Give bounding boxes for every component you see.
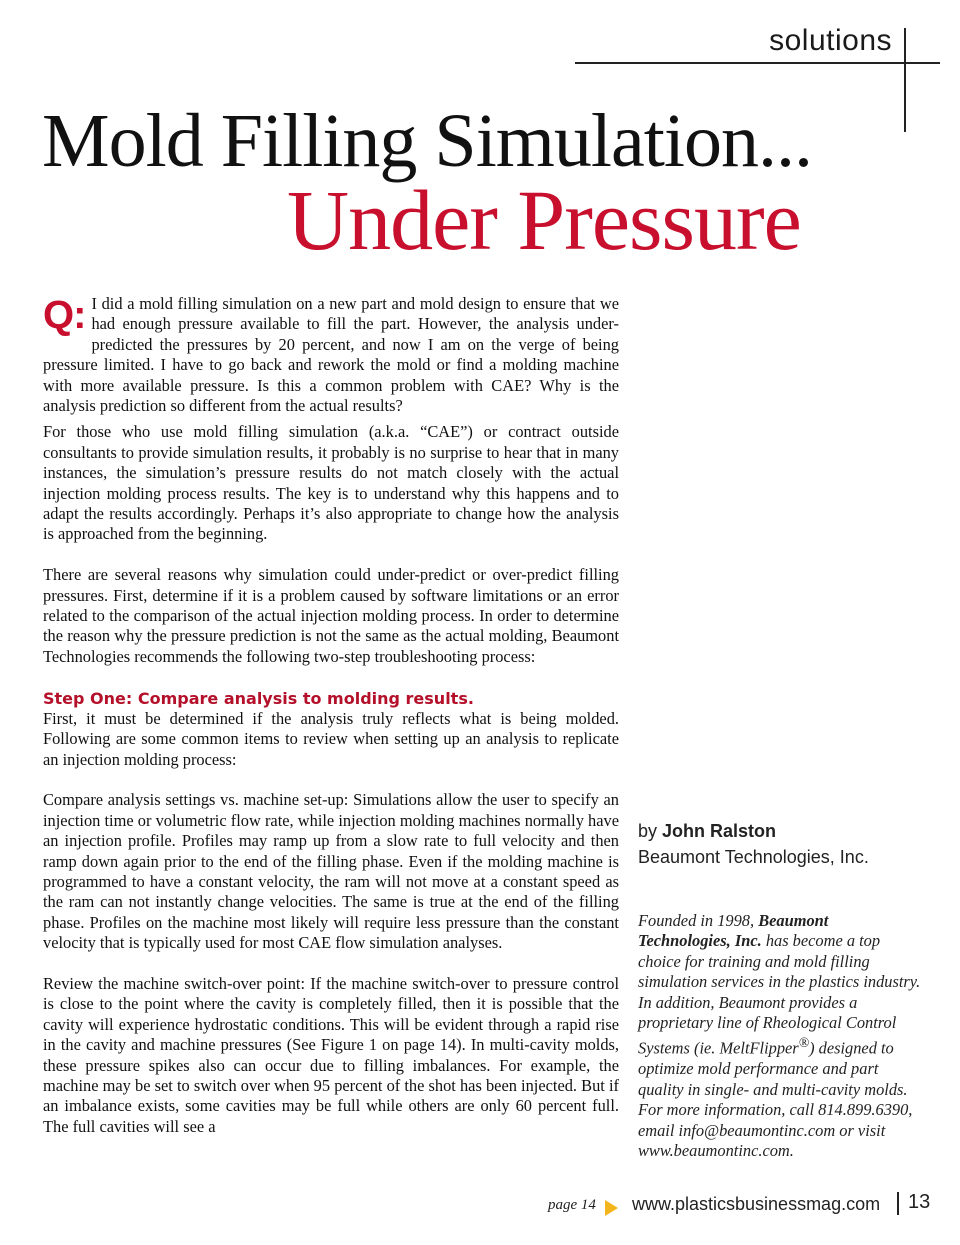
header-rule-horizontal [575, 62, 940, 64]
byline-author-line [638, 818, 928, 844]
step-paragraph-1: First, it must be determined if the analysis truly reflects what is being molded. Following are some common items to review when setting up an analysis to replicate an injection molding process: [43, 708, 619, 769]
byline-author: John Ralston [662, 821, 777, 841]
q-label: Q: [43, 293, 86, 337]
byline [638, 818, 928, 870]
title-line-2: Under Pressure [287, 172, 801, 268]
continued-page-ref: page 14 [548, 1197, 596, 1213]
question-text: I did a mold filling simulation on a new part and mold design to ensure that we had enough pressure available to fill the part. However, the analysis under-predicted the pressures by 20 percent, and now I am on the verge of being pressure limited. I have to go back and rework the mold or find a molding machine with more available pressure. Is this a common problem with CAE? Why is the analysis prediction so different from the actual results? [43, 294, 619, 416]
article-body [43, 294, 619, 1158]
byline-company: Beaumont Technologies, Inc. [638, 847, 869, 867]
page-number: 13 [908, 1191, 931, 1213]
body-paragraph-2: There are several reasons why simulation could under-predict or over-predict filling pressures. First, determine if it is a problem caused by software limitations or an error related to the comparison of the actual injection molding process. In order to determine the reason why the pressure prediction is not the same as the actual molding, Beaumont Technologies recommends the following two-step troubleshooting process: [43, 565, 619, 666]
sidebar-lead: Founded in 1998, [638, 911, 755, 930]
step-paragraph-3: Review the machine switch-over point: If the machine switch-over to pressure control is close to the point where the cavity is completely filled, then it is possible that the cavity will experience hydrostatic conditions. This will be evident through a rapid rise in the cavity and machine pressures (See Figure 1 on page 14). In multi-cavity molds, these pressure spikes also can occur due to filling imbalances. For example, the machine may be set to switch over when 95 percent of the shot has been injected. But if an imbalance exists, some cavities may be full while others are only 60 percent full. The full cavities will see a [43, 973, 619, 1136]
sidebar-text-1: has become a top choice for training and mold filling simulation services in the plastics industry. In addition, Beaumont provides a proprietary line of Rheological Control Systems (ie. MeltFlipper [638, 931, 921, 1058]
title-line-1: Mold Filling Simulation... [42, 99, 812, 183]
sidebar-company: Beaumont Technologies, Inc. [638, 911, 829, 951]
arrow-right-icon [605, 1200, 618, 1216]
company-sidebar [638, 911, 923, 1161]
footer-divider [897, 1192, 899, 1215]
step-paragraph-2: Compare analysis settings vs. machine set-up: Simulations allow the user to specify an injection time or volumetric flow rate, while injection molding machines normally have an injection profile. Profiles may ramp up from a slow rate to full velocity and then ramp down again prior to the end of the filling phase. Even if the molding machine is programmed to have a constant velocity, the ram will not move at a constant speed as the ram can not instantly change velocities. The same is true at the end of the filling phase. Profiles on the machine most likely will require less pressure than the constant velocity that is typically used for most CAE flow simulation analyses. [43, 790, 619, 953]
question-paragraph [43, 294, 619, 416]
step-one-heading: Step One: Compare analysis to molding results. [43, 688, 474, 708]
header-rule-vertical [904, 28, 906, 132]
registered-mark: ® [798, 1035, 810, 1051]
body-paragraph-1: For those who use mold filling simulation (a.k.a. “CAE”) or contract outside consultants to provide simulation results, it probably is no surprise to hear that in many instances, the simulation’s pressure results do not match closely with the actual injection molding process results. The key is to understand why this happens and to adapt the results accordingly. Perhaps it’s also appropriate to change how the analysis is approached from the beginning. [43, 422, 619, 544]
section-label: solutions [769, 24, 892, 57]
sidebar-text-2: ) designed to optimize mold performance and part quality in single- and multi-cavity molds. For more information, call 814.899.6390, email info@beaumontinc.com or visit www.beaumontinc.com. [638, 1038, 913, 1160]
footer-url: www.plasticsbusinessmag.com [632, 1194, 881, 1214]
byline-prefix: by [638, 821, 658, 841]
